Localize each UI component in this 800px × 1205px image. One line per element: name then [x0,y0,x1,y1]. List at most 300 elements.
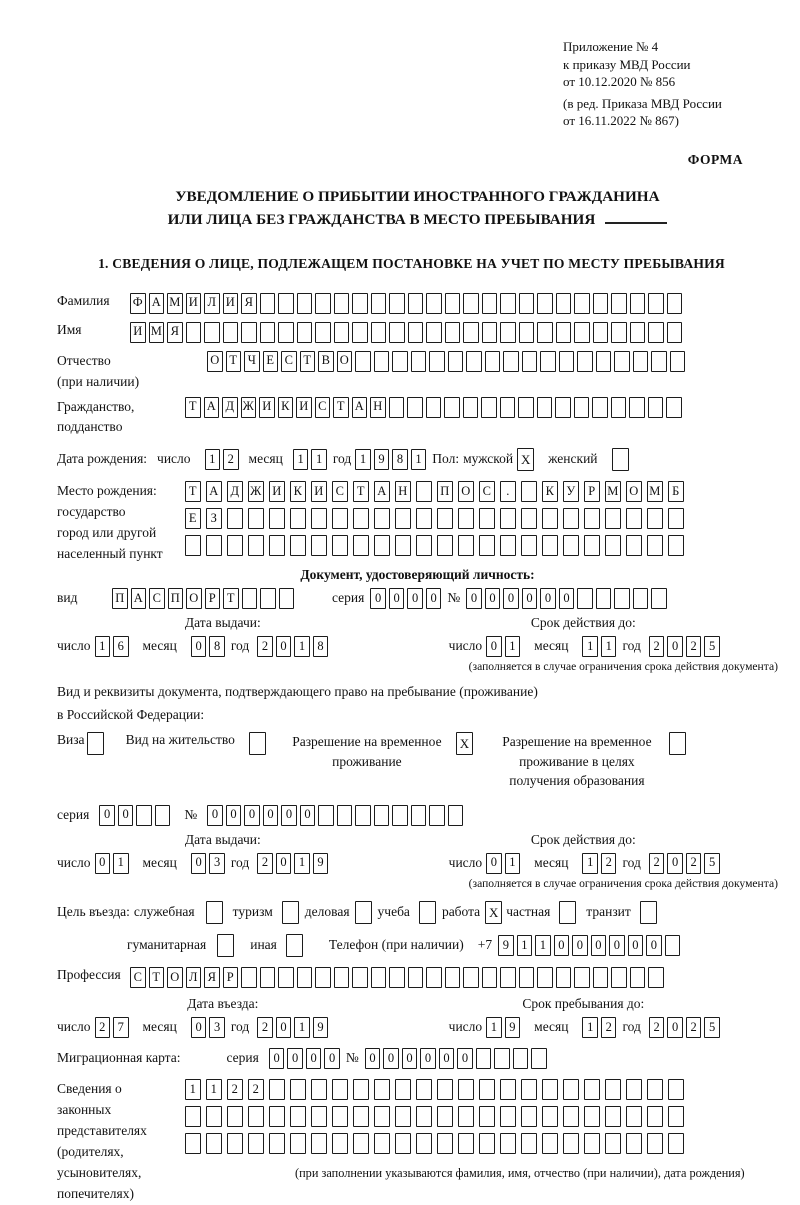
purpose-gumanitarnaya-checkbox[interactable] [217,934,234,957]
cell[interactable] [332,1079,348,1100]
cell[interactable]: Я [167,322,183,343]
cell[interactable] [665,935,681,956]
cell[interactable]: О [458,481,474,502]
cell[interactable] [542,535,558,556]
cell[interactable] [648,397,664,418]
cell[interactable]: 2 [649,853,665,874]
cell[interactable] [248,535,264,556]
cell[interactable] [297,293,313,314]
surname-cells[interactable] [130,293,682,314]
cell[interactable]: 0 [646,935,662,956]
cell[interactable] [371,293,387,314]
migration-card-seriya-cells[interactable] [269,1048,340,1069]
cell[interactable] [614,588,630,609]
cell[interactable] [408,967,424,988]
id-doc-valid-month-cells[interactable] [582,636,616,657]
cell[interactable] [626,1133,642,1154]
cell[interactable] [290,508,306,529]
cell[interactable] [374,1106,390,1127]
cell[interactable]: 2 [248,1079,264,1100]
birth-place-cells-row2[interactable] [185,508,684,529]
cell[interactable]: 1 [294,636,310,657]
cell[interactable] [269,1133,285,1154]
purpose-sluzhebnaya-checkbox[interactable] [206,901,223,924]
firstname-cells[interactable] [130,322,682,343]
cell[interactable] [668,508,684,529]
cell[interactable] [537,293,553,314]
cell[interactable] [521,481,537,502]
cell[interactable] [311,535,327,556]
cell[interactable]: Т [185,481,201,502]
cell[interactable] [500,293,516,314]
cell[interactable] [556,293,572,314]
cell[interactable] [206,1133,222,1154]
cell[interactable] [463,322,479,343]
cell[interactable]: 2 [686,636,702,657]
cell[interactable]: 2 [257,853,273,874]
cell[interactable] [592,397,608,418]
cell[interactable]: М [149,322,165,343]
cell[interactable]: 2 [601,1017,617,1038]
cell[interactable] [614,351,630,372]
cell[interactable]: 8 [313,636,329,657]
cell[interactable]: Т [226,351,242,372]
cell[interactable]: 0 [559,588,575,609]
cell[interactable] [521,535,537,556]
cell[interactable]: Ч [244,351,260,372]
cell[interactable] [248,1106,264,1127]
cell[interactable] [332,1133,348,1154]
cell[interactable] [668,1106,684,1127]
cell[interactable] [563,1106,579,1127]
cell[interactable] [426,397,442,418]
cell[interactable]: Л [204,293,220,314]
cell[interactable] [248,1133,264,1154]
cell[interactable]: О [186,588,202,609]
cell[interactable] [647,535,663,556]
cell[interactable] [334,293,350,314]
id-doc-num-cells[interactable] [466,588,667,609]
cell[interactable]: 0 [457,1048,473,1069]
cell[interactable] [185,535,201,556]
cell[interactable] [411,351,427,372]
cell[interactable] [629,397,645,418]
cell[interactable]: 1 [582,636,598,657]
cell[interactable] [374,351,390,372]
cell[interactable] [630,967,646,988]
cell[interactable]: П [437,481,453,502]
cell[interactable] [332,535,348,556]
cell[interactable] [479,535,495,556]
cell[interactable]: 2 [95,1017,111,1038]
cell[interactable] [389,293,405,314]
cell[interactable]: 0 [276,1017,292,1038]
cell[interactable] [278,293,294,314]
cell[interactable]: З [206,508,222,529]
cell[interactable] [479,508,495,529]
cell[interactable] [227,535,243,556]
cell[interactable]: 1 [311,449,327,470]
cell[interactable] [542,1079,558,1100]
cell[interactable] [260,588,276,609]
cell[interactable] [353,1079,369,1100]
cell[interactable]: 9 [498,935,514,956]
cell[interactable] [574,397,590,418]
cell[interactable]: 1 [95,636,111,657]
cell[interactable] [374,1079,390,1100]
entry-year-cells[interactable] [257,1017,328,1038]
cell[interactable] [416,1106,432,1127]
cell[interactable]: Д [227,481,243,502]
id-doc-type-cells[interactable] [112,588,294,609]
res-doc-issue-year-cells[interactable] [257,853,328,874]
cell[interactable] [482,322,498,343]
cell[interactable] [352,967,368,988]
cell[interactable]: И [296,397,312,418]
purpose-inaya-checkbox[interactable] [286,934,303,957]
cell[interactable]: М [605,481,621,502]
cell[interactable]: 0 [402,1048,418,1069]
cell[interactable] [563,508,579,529]
cell[interactable]: 1 [293,449,309,470]
cell[interactable] [648,322,664,343]
cell[interactable] [500,1106,516,1127]
cell[interactable] [555,397,571,418]
cell[interactable] [355,805,371,826]
cell[interactable] [395,535,411,556]
cell[interactable] [556,967,572,988]
cell[interactable] [227,508,243,529]
cell[interactable]: 0 [191,636,207,657]
purpose-ucheba-checkbox[interactable] [419,901,436,924]
cell[interactable] [503,351,519,372]
cell[interactable]: М [647,481,663,502]
cell[interactable] [279,588,295,609]
cell[interactable]: Т [300,351,316,372]
cell[interactable] [426,293,442,314]
cell[interactable]: 1 [205,449,221,470]
cell[interactable] [458,1079,474,1100]
cell[interactable]: 1 [206,1079,222,1100]
cell[interactable] [563,535,579,556]
cell[interactable]: И [130,322,146,343]
cell[interactable] [584,508,600,529]
entry-day-cells[interactable] [95,1017,129,1038]
representatives-cells-row3[interactable] [185,1133,745,1154]
cell[interactable] [626,535,642,556]
cell[interactable]: Р [205,588,221,609]
cell[interactable]: Т [149,967,165,988]
cell[interactable]: 1 [185,1079,201,1100]
cell[interactable] [242,588,258,609]
cell[interactable] [311,1133,327,1154]
cell[interactable]: 2 [686,853,702,874]
cell[interactable] [574,967,590,988]
cell[interactable]: Ж [248,481,264,502]
cell[interactable] [269,1106,285,1127]
cell[interactable] [500,1133,516,1154]
cell[interactable] [537,322,553,343]
cell[interactable] [519,322,535,343]
cell[interactable]: А [204,397,220,418]
res-doc-seriya-cells[interactable] [99,805,170,826]
cell[interactable]: 0 [118,805,134,826]
cell[interactable] [353,535,369,556]
cell[interactable]: П [168,588,184,609]
cell[interactable] [416,508,432,529]
cell[interactable]: Я [241,293,257,314]
cell[interactable]: П [112,588,128,609]
cell[interactable]: И [259,397,275,418]
cell[interactable] [593,322,609,343]
cell[interactable] [458,1133,474,1154]
cell[interactable] [185,1133,201,1154]
id-doc-issue-day-cells[interactable] [95,636,129,657]
stay-month-cells[interactable] [582,1017,616,1038]
cell[interactable] [611,322,627,343]
cell[interactable]: 1 [113,853,129,874]
cell[interactable] [445,967,461,988]
cell[interactable]: 0 [365,1048,381,1069]
cell[interactable]: Т [353,481,369,502]
cell[interactable]: 1 [355,449,371,470]
purpose-chastnaya-checkbox[interactable] [559,901,576,924]
cell[interactable] [500,322,516,343]
cell[interactable] [626,508,642,529]
cell[interactable]: О [207,351,223,372]
cell[interactable] [315,322,331,343]
cell[interactable] [227,1106,243,1127]
cell[interactable] [374,508,390,529]
cell[interactable]: И [223,293,239,314]
cell[interactable]: 3 [209,853,225,874]
cell[interactable]: О [337,351,353,372]
patronymic-cells[interactable] [207,351,685,372]
birth-month-cells[interactable] [293,449,327,470]
cell[interactable] [437,1133,453,1154]
cell[interactable]: Н [395,481,411,502]
cell[interactable]: 9 [505,1017,521,1038]
cell[interactable] [352,293,368,314]
res-doc-valid-day-cells[interactable] [486,853,520,874]
cell[interactable] [647,508,663,529]
cell[interactable]: 0 [207,805,223,826]
cell[interactable] [479,1133,495,1154]
cell[interactable] [389,967,405,988]
cell[interactable] [374,805,390,826]
cell[interactable] [278,322,294,343]
cell[interactable] [593,293,609,314]
cell[interactable] [466,351,482,372]
cell[interactable] [448,351,464,372]
cell[interactable]: 0 [300,805,316,826]
id-doc-seriya-cells[interactable] [370,588,441,609]
cell[interactable] [476,1048,492,1069]
id-doc-valid-year-cells[interactable] [649,636,720,657]
cell[interactable]: 5 [704,853,720,874]
cell[interactable] [518,397,534,418]
cell[interactable] [416,535,432,556]
cell[interactable]: И [269,481,285,502]
cell[interactable] [605,1079,621,1100]
cell[interactable]: 1 [601,636,617,657]
cell[interactable] [458,535,474,556]
cell[interactable]: С [281,351,297,372]
cell[interactable]: А [149,293,165,314]
cell[interactable] [241,967,257,988]
cell[interactable]: 1 [505,636,521,657]
cell[interactable] [204,322,220,343]
cell[interactable]: 0 [306,1048,322,1069]
cell[interactable] [521,1133,537,1154]
cell[interactable]: Ф [130,293,146,314]
cell[interactable] [353,1133,369,1154]
cell[interactable] [540,351,556,372]
cell[interactable] [626,1106,642,1127]
cell[interactable]: 5 [704,636,720,657]
cell[interactable] [670,351,686,372]
cell[interactable]: 0 [522,588,538,609]
cell[interactable]: 3 [209,1017,225,1038]
cell[interactable] [577,351,593,372]
cell[interactable] [577,588,593,609]
cell[interactable]: 0 [466,588,482,609]
cell[interactable]: 0 [667,1017,683,1038]
cell[interactable] [395,1133,411,1154]
cell[interactable]: 1 [294,853,310,874]
cell[interactable]: М [167,293,183,314]
cell[interactable] [260,293,276,314]
cell[interactable]: 2 [257,1017,273,1038]
cell[interactable]: 0 [370,588,386,609]
cell[interactable] [416,1133,432,1154]
cell[interactable] [494,1048,510,1069]
birth-day-cells[interactable] [205,449,239,470]
cell[interactable]: 0 [485,588,501,609]
cell[interactable] [458,1106,474,1127]
cell[interactable]: 0 [244,805,260,826]
cell[interactable] [185,1106,201,1127]
cell[interactable] [668,535,684,556]
cell[interactable] [444,397,460,418]
cell[interactable] [389,322,405,343]
cell[interactable] [334,322,350,343]
cell[interactable] [297,322,313,343]
cell[interactable] [563,1133,579,1154]
cell[interactable] [206,535,222,556]
cell[interactable]: 0 [269,1048,285,1069]
cell[interactable]: Т [185,397,201,418]
cell[interactable] [648,967,664,988]
cell[interactable] [500,1079,516,1100]
cell[interactable] [647,1133,663,1154]
cell[interactable] [437,1079,453,1100]
cell[interactable] [407,397,423,418]
cell[interactable] [223,322,239,343]
cell[interactable] [647,1106,663,1127]
cell[interactable]: 2 [223,449,239,470]
cell[interactable]: 2 [257,636,273,657]
cell[interactable]: В [318,351,334,372]
cell[interactable] [371,967,387,988]
cell[interactable] [416,481,432,502]
cell[interactable] [426,322,442,343]
cell[interactable] [500,397,516,418]
cell[interactable] [353,1106,369,1127]
cell[interactable]: Р [223,967,239,988]
cell[interactable]: 0 [609,935,625,956]
cell[interactable]: 1 [582,853,598,874]
cell[interactable] [521,1106,537,1127]
cell[interactable] [666,397,682,418]
cell[interactable]: 1 [517,935,533,956]
cell[interactable] [648,293,664,314]
res-doc-num-cells[interactable] [207,805,463,826]
id-doc-issue-month-cells[interactable] [191,636,225,657]
cell[interactable] [206,1106,222,1127]
cell[interactable] [479,1079,495,1100]
cell[interactable]: 0 [439,1048,455,1069]
cell[interactable] [667,293,683,314]
res-doc-valid-month-cells[interactable] [582,853,616,874]
cell[interactable] [485,351,501,372]
cell[interactable]: 1 [486,1017,502,1038]
cell[interactable]: С [130,967,146,988]
cell[interactable] [445,322,461,343]
cell[interactable] [290,1079,306,1100]
cell[interactable]: 5 [704,1017,720,1038]
cell[interactable] [463,967,479,988]
cell[interactable] [651,351,667,372]
cell[interactable]: Л [186,967,202,988]
cell[interactable]: 8 [209,636,225,657]
cell[interactable]: С [332,481,348,502]
cell[interactable]: 6 [113,636,129,657]
cell[interactable]: 0 [628,935,644,956]
cell[interactable] [411,805,427,826]
cell[interactable] [584,1133,600,1154]
cell[interactable]: 1 [294,1017,310,1038]
cell[interactable] [519,967,535,988]
cell[interactable] [136,805,152,826]
cell[interactable] [437,535,453,556]
cell[interactable] [155,805,171,826]
res-doc-issue-month-cells[interactable] [191,853,225,874]
cell[interactable]: 0 [99,805,115,826]
cell[interactable] [463,293,479,314]
representatives-cells-row2[interactable] [185,1106,745,1127]
cell[interactable] [667,322,683,343]
cell[interactable]: 2 [649,636,665,657]
cell[interactable] [337,805,353,826]
purpose-rabota-checkbox[interactable]: X [485,901,502,924]
cell[interactable]: У [563,481,579,502]
cell[interactable] [269,535,285,556]
cell[interactable]: 0 [554,935,570,956]
cell[interactable] [500,508,516,529]
cell[interactable] [395,508,411,529]
cell[interactable] [315,967,331,988]
cell[interactable] [353,508,369,529]
cell[interactable] [227,1133,243,1154]
cell[interactable]: Д [222,397,238,418]
cell[interactable]: Я [204,967,220,988]
cell[interactable] [269,508,285,529]
cell[interactable] [513,1048,529,1069]
cell[interactable]: Е [263,351,279,372]
cell[interactable]: О [626,481,642,502]
cell[interactable]: 8 [392,449,408,470]
